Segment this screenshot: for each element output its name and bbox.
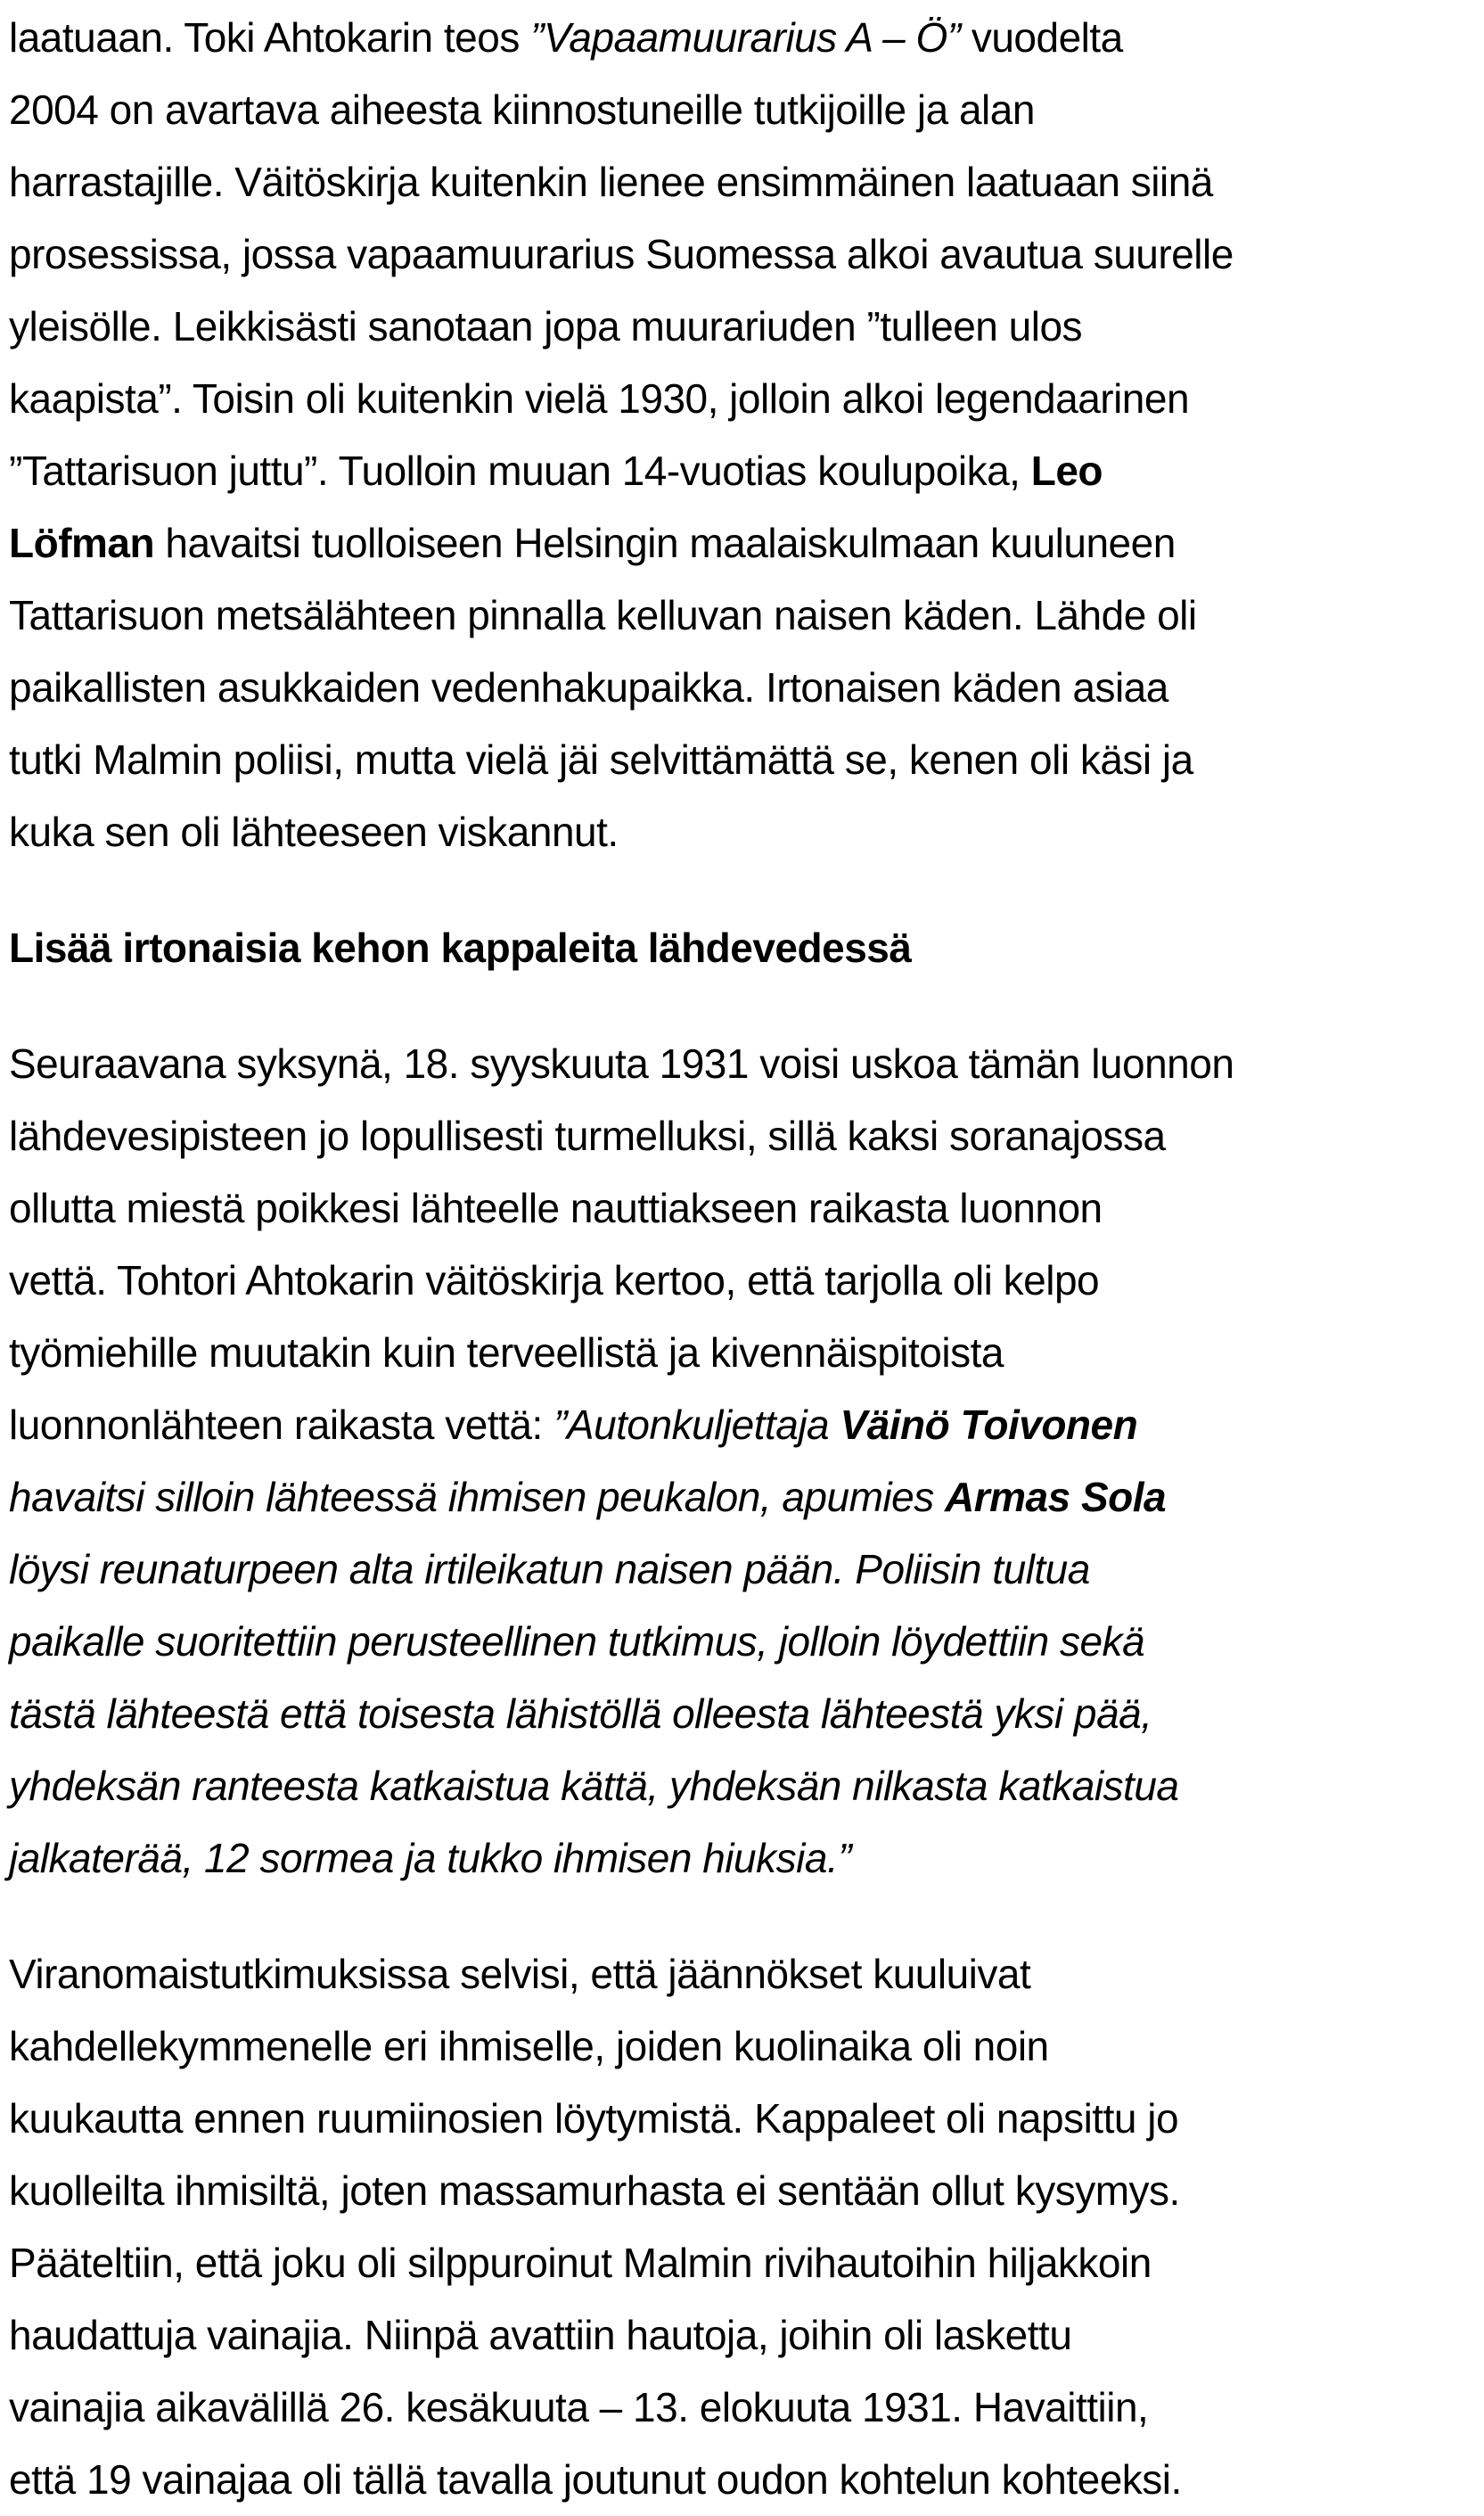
paragraph (9, 1938, 1484, 2516)
section-heading (9, 912, 1484, 984)
text-line (9, 291, 1484, 363)
italic-text-run: ”Vapaamuurarius A – Ö” (530, 14, 961, 61)
text-line (9, 2010, 1484, 2083)
document-text (9, 2, 1484, 2516)
text-line (9, 1938, 1484, 2010)
bold-italic-text-run: Väinö Toivonen (840, 1402, 1138, 1448)
text-line (9, 652, 1484, 724)
text-line (9, 1606, 1484, 1678)
text-line (9, 1678, 1484, 1750)
text-run: ollutta miestä poikkesi lähteelle nauttiakseen raikasta luonnon (9, 1185, 1103, 1231)
text-line (9, 435, 1484, 507)
text-run: vuodelta (960, 14, 1123, 61)
text-line (9, 1822, 1484, 1895)
text-run: laatuaan. Toki Ahtokarin teos (9, 14, 531, 61)
text-line (9, 2372, 1484, 2444)
text-run: kuka sen oli lähteeseen viskannut. (9, 809, 619, 855)
text-run: Pääteltiin, että joku oli silppuroinut Malmin rivihautoihin hiljakkoin (9, 2240, 1152, 2286)
bold-text-run: Löfman (9, 520, 155, 566)
bold-italic-text-run: Armas Sola (945, 1474, 1167, 1520)
text-line (9, 724, 1484, 796)
text-line (9, 2083, 1484, 2155)
text-line (9, 1172, 1484, 1245)
text-line (9, 1750, 1484, 1822)
text-line (9, 1245, 1484, 1317)
text-run: harrastajille. Väitöskirja kuitenkin lienee ensimmäinen laatuaan siinä (9, 159, 1213, 205)
text-line (9, 218, 1484, 291)
text-run: kahdellekymmenelle eri ihmiselle, joiden kuolinaika oli noin (9, 2023, 1049, 2069)
text-run: haudattuja vainajia. Niinpä avattiin hautoja, joihin oli laskettu (9, 2312, 1072, 2358)
text-run: prosessissa, jossa vapaamuurarius Suomessa alkoi avautua suurelle (9, 231, 1234, 277)
italic-text-run: tästä lähteestä että toisesta lähistöllä olleesta lähteestä yksi pää, (9, 1690, 1152, 1737)
text-line (9, 912, 1484, 984)
text-line (9, 1461, 1484, 1533)
text-line (9, 2227, 1484, 2299)
text-line (9, 363, 1484, 435)
text-line (9, 2299, 1484, 2372)
paragraph (9, 2, 1484, 868)
text-run: 2004 on avartava aiheesta kiinnostuneille tutkijoille ja alan (9, 86, 1035, 133)
italic-text-run: löysi reunaturpeen alta irtileikatun naisen pään. Poliisin tultua (9, 1546, 1090, 1592)
text-line (9, 1317, 1484, 1389)
text-line (9, 74, 1484, 146)
bold-text-run: Lisää irtonaisia kehon kappaleita lähdevedessä (9, 925, 912, 971)
italic-text-run: ”Autonkuljettaja (553, 1402, 840, 1448)
italic-text-run: jalkaterää, 12 sormea ja tukko ihmisen hiuksia.” (9, 1835, 852, 1881)
text-line (9, 1389, 1484, 1461)
text-line (9, 796, 1484, 868)
text-run: kaapista”. Toisin oli kuitenkin vielä 1930, jolloin alkoi legendaarinen (9, 375, 1190, 422)
text-run: Seuraavana syksynä, 18. syyskuuta 1931 voisi uskoa tämän luonnon (9, 1040, 1234, 1087)
text-line (9, 507, 1484, 580)
text-run: lähdevesipisteen jo lopullisesti turmelluksi, sillä kaksi soranajossa (9, 1113, 1166, 1159)
text-line (9, 2444, 1484, 2516)
text-run: ”Tattarisuon juttu”. Tuolloin muuan 14-vuotias koulupoika, (9, 448, 1031, 494)
text-line (9, 1028, 1484, 1100)
text-line (9, 1533, 1484, 1606)
text-line (9, 2, 1484, 74)
italic-text-run: yhdeksän ranteesta katkaistua kättä, yhdeksän nilkasta katkaistua (9, 1763, 1179, 1809)
text-line (9, 2155, 1484, 2227)
italic-text-run: paikalle suoritettiin perusteellinen tutkimus, jolloin löydettiin sekä (9, 1618, 1145, 1665)
text-line (9, 1100, 1484, 1172)
text-run: paikallisten asukkaiden vedenhakupaikka. Irtonaisen käden asiaa (9, 664, 1168, 711)
bold-text-run: Leo (1030, 448, 1103, 494)
text-run: havaitsi tuolloiseen Helsingin maalaiskulmaan kuuluneen (154, 520, 1176, 566)
text-run: vettä. Tohtori Ahtokarin väitöskirja kertoo, että tarjolla oli kelpo (9, 1257, 1100, 1303)
paragraph (9, 1028, 1484, 1895)
text-line (9, 146, 1484, 218)
text-run: yleisölle. Leikkisästi sanotaan jopa muurariuden ”tulleen ulos (9, 303, 1083, 349)
text-run: tutki Malmin poliisi, mutta vielä jäi selvittämättä se, kenen oli käsi ja (9, 736, 1193, 783)
italic-text-run: havaitsi silloin lähteessä ihmisen peukalon, apumies (9, 1474, 945, 1520)
text-run: luonnonlähteen raikasta vettä: (9, 1402, 554, 1448)
text-run: työmiehille muutakin kuin terveellistä ja kivennäispitoista (9, 1329, 1004, 1376)
text-run: kuukautta ennen ruumiinosien löytymistä. Kappaleet oli napsittu jo (9, 2095, 1179, 2142)
text-run: Tattarisuon metsälähteen pinnalla kelluvan naisen käden. Lähde oli (9, 592, 1197, 638)
text-run: Viranomaistutkimuksissa selvisi, että jäännökset kuuluivat (9, 1951, 1031, 1997)
text-run: vainajia aikavälillä 26. kesäkuuta – 13. elokuuta 1931. Havaittiin, (9, 2384, 1149, 2430)
text-run: kuolleilta ihmisiltä, joten massamurhasta ei sentään ollut kysymys. (9, 2167, 1180, 2214)
text-run: että 19 vainajaa oli tällä tavalla joutunut oudon kohtelun kohteeksi. (9, 2456, 1182, 2503)
text-line (9, 580, 1484, 652)
